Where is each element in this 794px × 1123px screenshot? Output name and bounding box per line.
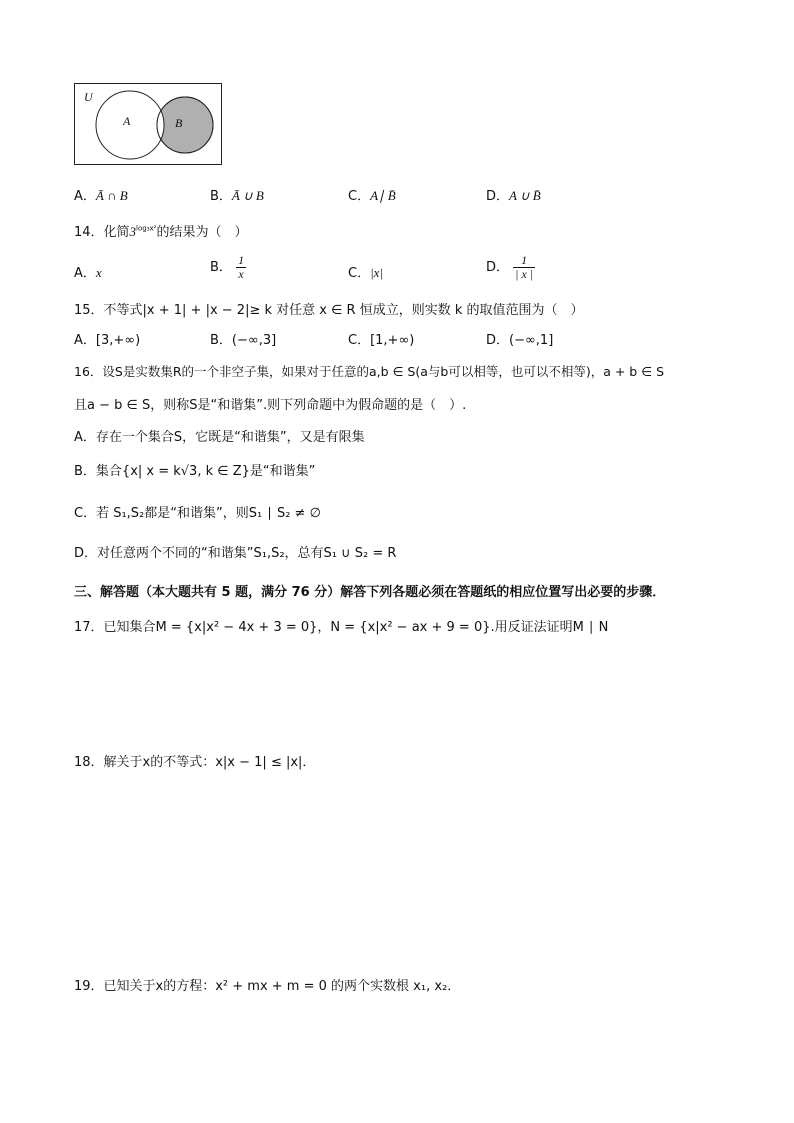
q14-fraction-b: $\frac{1}{x}$ xyxy=(238,253,245,281)
q14-option-b: B． $\frac{1}{x}$ xyxy=(210,253,245,281)
q14-option-c: C．|x| xyxy=(348,265,383,281)
venn-label-u: U xyxy=(84,90,93,104)
q13-option-b: B．Ā ∪ B xyxy=(210,188,264,204)
q16-stem-line1: 16．设S是实数集R的一个非空子集，如果对于任意的a,b ∈ S(a与b可以相等，也可以不相等)，a + b ∈ S xyxy=(74,364,664,379)
q13-option-d: D．A ∪ B̄ xyxy=(486,188,541,204)
q16-stem-line2: 且a − b ∈ S，则称S是“和谐集”.则下列命题中为假命题的是（ ）. xyxy=(74,398,467,413)
q16-option-d: D．对任意两个不同的“和谐集”S₁,S₂，总有S₁ ∪ S₂ = R xyxy=(74,546,397,561)
venn-label-b: B xyxy=(175,116,183,130)
q14-option-a: A．x xyxy=(74,265,102,281)
q15-option-b: B．(−∞,3] xyxy=(210,333,277,348)
q18-text: 18．解关于x的不等式：x|x − 1| ≤ |x|． xyxy=(74,755,316,770)
q16-option-b: B．集合{x| x = k√3, k ∈ Z}是“和谐集” xyxy=(74,464,316,479)
q14-fraction-d: $\frac{1}{| x |}$ xyxy=(515,253,534,281)
q17-text: 17．已知集合M = {x|x² − 4x + 3 = 0}，N = {x|x² − ax + 9 = 0}.用反证法证明M ∣ N xyxy=(74,620,609,635)
section-3-heading: 三、解答题（本大题共有 5 题，满分 76 分）解答下列各题必须在答题纸的相应位置写出必要的步骤． xyxy=(74,585,666,600)
q15-option-d: D．(−∞,1] xyxy=(486,333,554,348)
q16-option-c: C．若 S₁,S₂都是“和谐集”，则S₁ ∣ S₂ ≠ ∅ xyxy=(74,506,321,521)
venn-diagram xyxy=(74,83,222,165)
q16-option-a: A．存在一个集合S，它既是“和谐集”，又是有限集 xyxy=(74,430,365,445)
q15-option-c: C．[1,+∞) xyxy=(348,333,415,348)
venn-svg xyxy=(75,84,223,166)
q14-stem: 14．化简$3^{log_3x^2}$的结果为（ ） xyxy=(74,224,248,240)
q13-option-c: C．A∣ B̄ xyxy=(348,188,396,204)
q15-option-a: A．[3,+∞) xyxy=(74,333,141,348)
venn-label-a: A xyxy=(123,114,131,128)
q19-text: 19．已知关于x的方程：x² + mx + m = 0 的两个实数根 x₁, x₂． xyxy=(74,979,461,994)
q15-stem: 15．不等式|x + 1| + |x − 2|≥ k 对任意 x ∈ R 恒成立，则实数 k 的取值范围为（ ） xyxy=(74,303,584,318)
q13-option-a: A．Ā ∩ B xyxy=(74,188,128,204)
q14-option-d: D． $\frac{1}{| x |}$ xyxy=(486,253,534,281)
